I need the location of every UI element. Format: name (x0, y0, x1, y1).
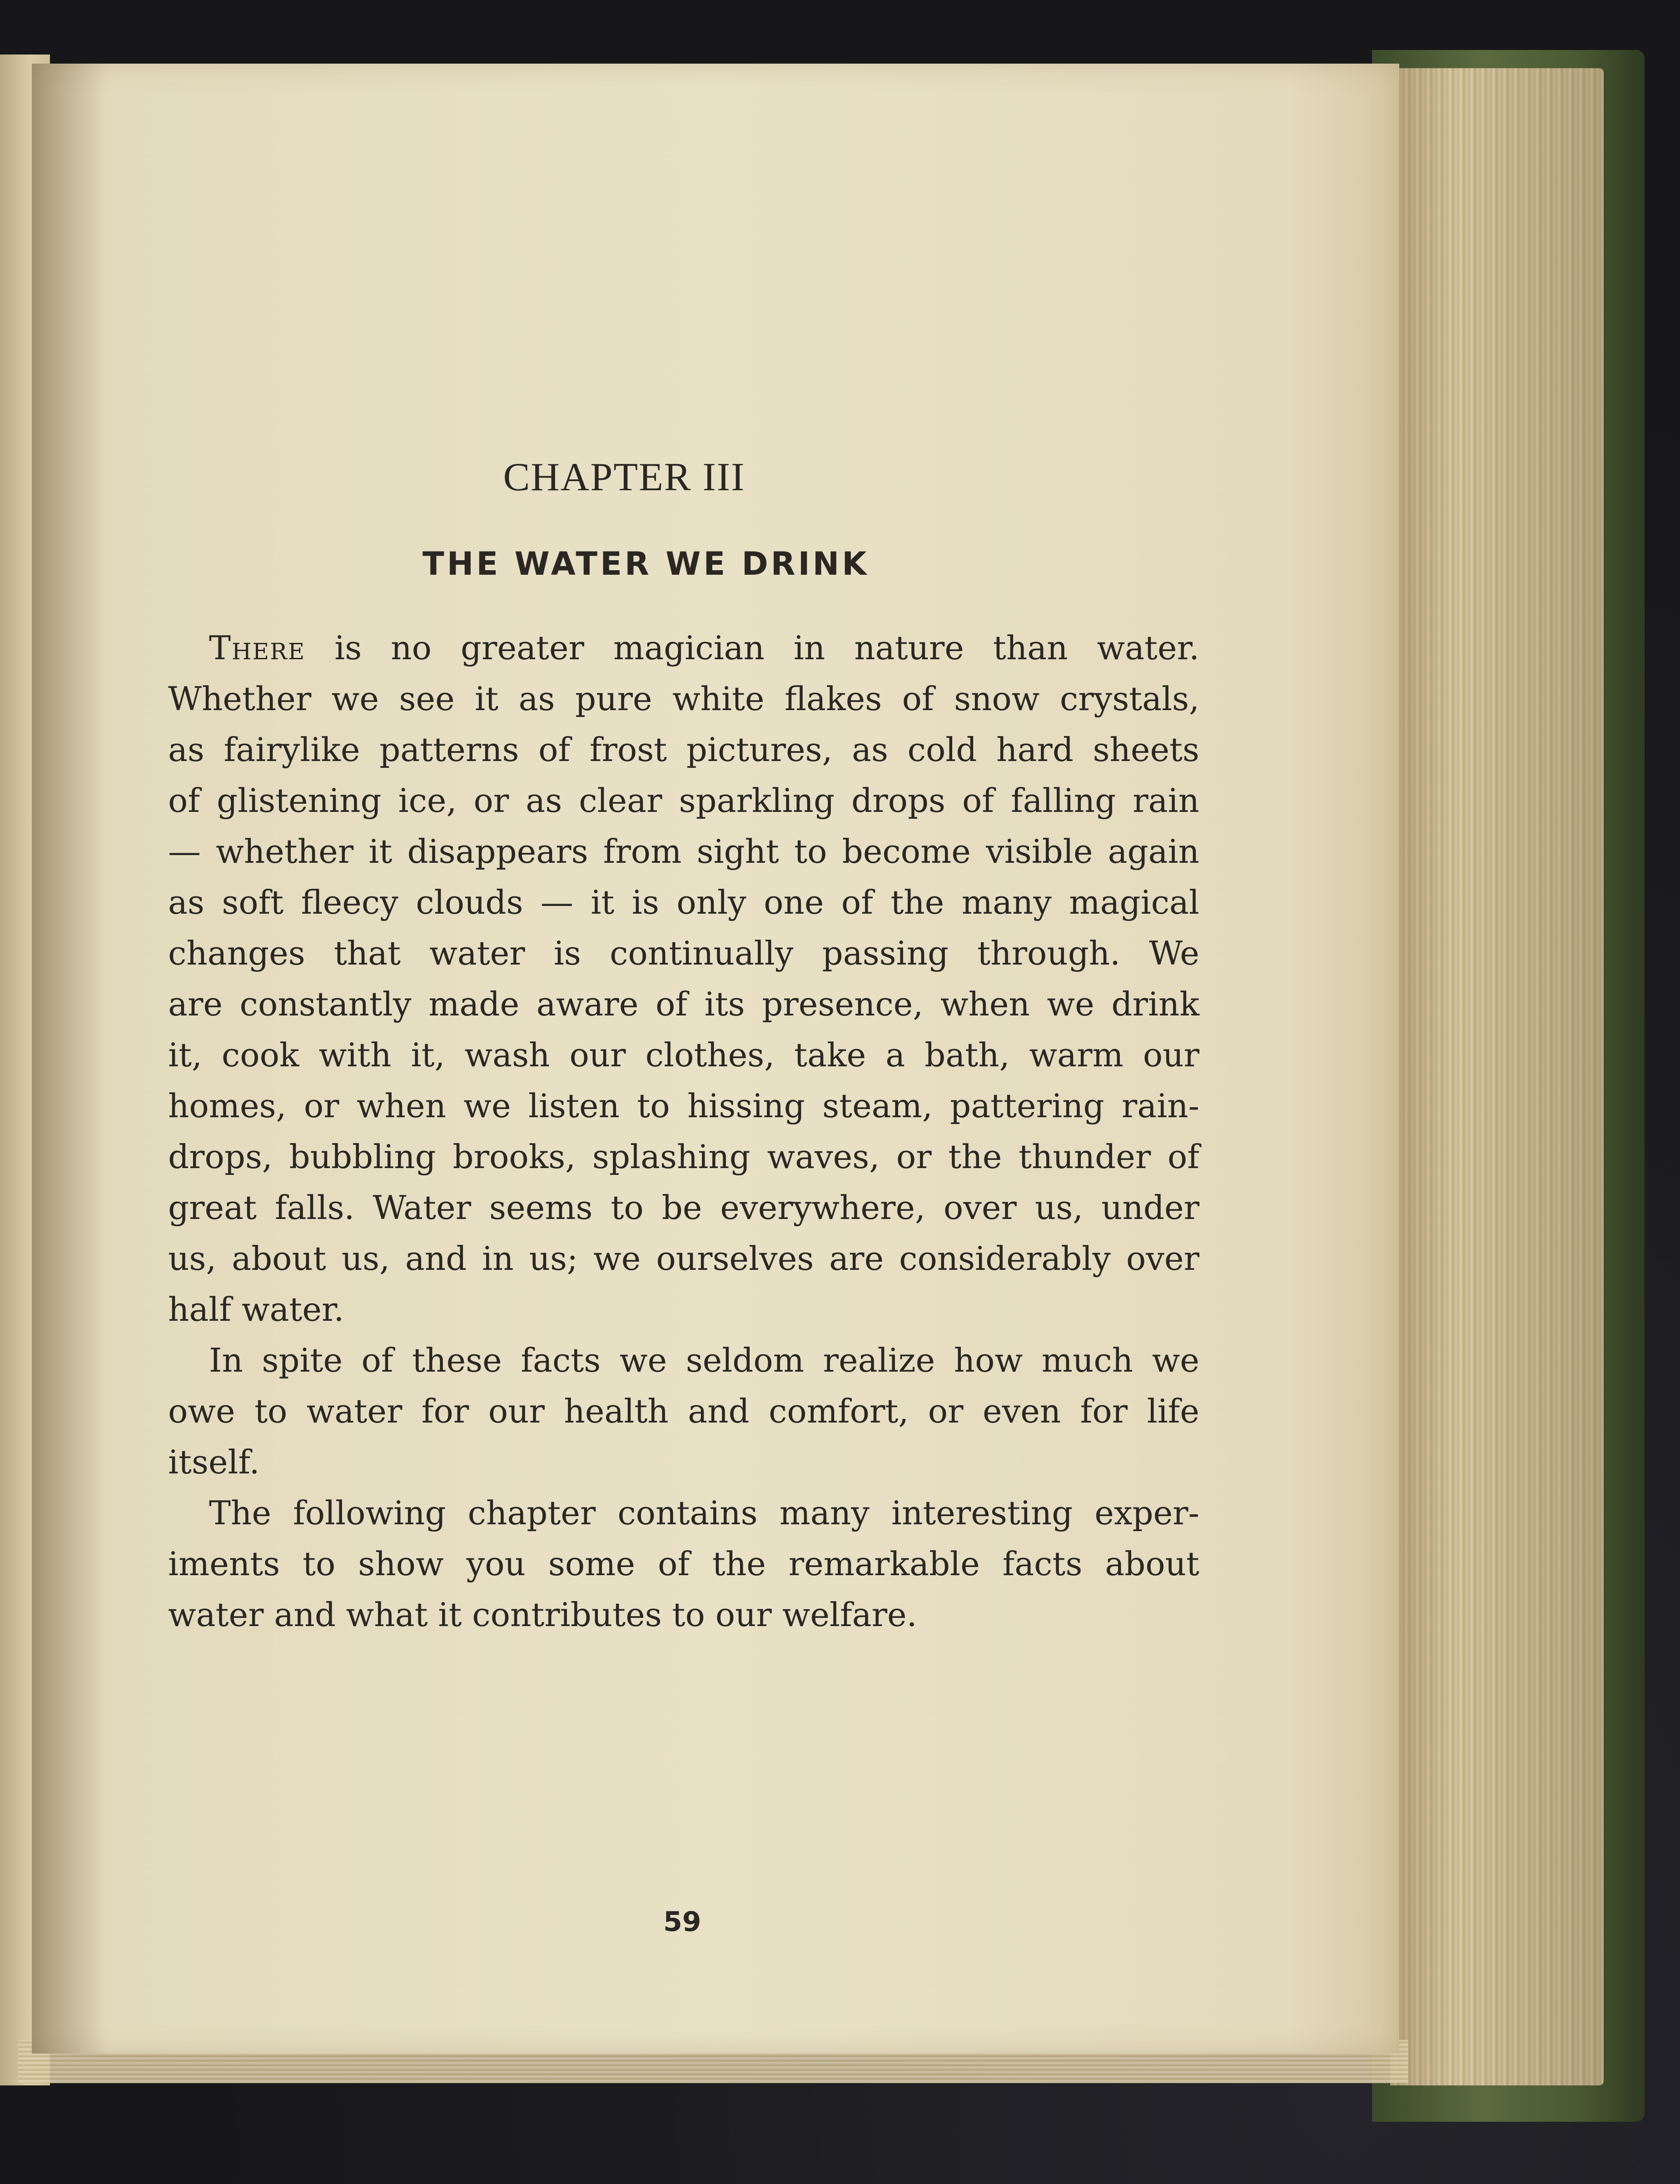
text-line: half water. (168, 1290, 344, 1328)
text-line: iments to show you some of the remarkable facts about (168, 1545, 1199, 1583)
text-line: it, cook with it, wash our clothes, take a bath, warm our (168, 1036, 1199, 1074)
chapter-title: THE WATER WE DRINK (422, 545, 870, 582)
page-number: 59 (663, 1906, 701, 1938)
text-line: — whether it disappears from sight to become visible again (168, 832, 1199, 871)
chapter-number: CHAPTER III (503, 455, 746, 499)
lead-word: There (209, 629, 306, 667)
text-line: us, about us, and in us; we ourselves are considerably over (168, 1239, 1199, 1278)
text-line: The following chapter contains many interesting exper- (209, 1494, 1199, 1532)
paragraph-3 (168, 1488, 1199, 1640)
text-line: Whether we see it as pure white flakes of snow crystals, (168, 680, 1199, 718)
paragraph-1 (168, 622, 1199, 1335)
text-line: itself. (168, 1443, 260, 1481)
gutter-shadow (32, 64, 104, 2054)
text-line: homes, or when we listen to hissing steam, pattering rain- (168, 1087, 1199, 1125)
text-line: great falls. Water seems to be everywhere, over us, under (168, 1189, 1199, 1227)
text-line: of glistening ice, or as clear sparkling drops of falling rain (168, 781, 1199, 820)
chapter-body (168, 622, 1199, 1640)
text-line: owe to water for our health and comfort, or even for life (168, 1392, 1199, 1430)
paragraph-2 (168, 1335, 1199, 1488)
text-line: In spite of these facts we seldom realize how much we (209, 1341, 1199, 1379)
fore-edge-shading (1390, 68, 1604, 2085)
text-line: as soft fleecy clouds — it is only one of the many magical (168, 883, 1199, 921)
text-line: water and what it contributes to our welfare. (168, 1596, 917, 1634)
text-line: are constantly made aware of its presence, when we drink (168, 985, 1199, 1023)
text-line: drops, bubbling brooks, splashing waves, or the thunder of (168, 1138, 1199, 1176)
text-line: There is no greater magician in nature than water. (209, 629, 1199, 667)
text-line: as fairylike patterns of frost pictures, as cold hard sheets (168, 731, 1199, 769)
text-line: changes that water is continually passing through. We (168, 934, 1199, 972)
